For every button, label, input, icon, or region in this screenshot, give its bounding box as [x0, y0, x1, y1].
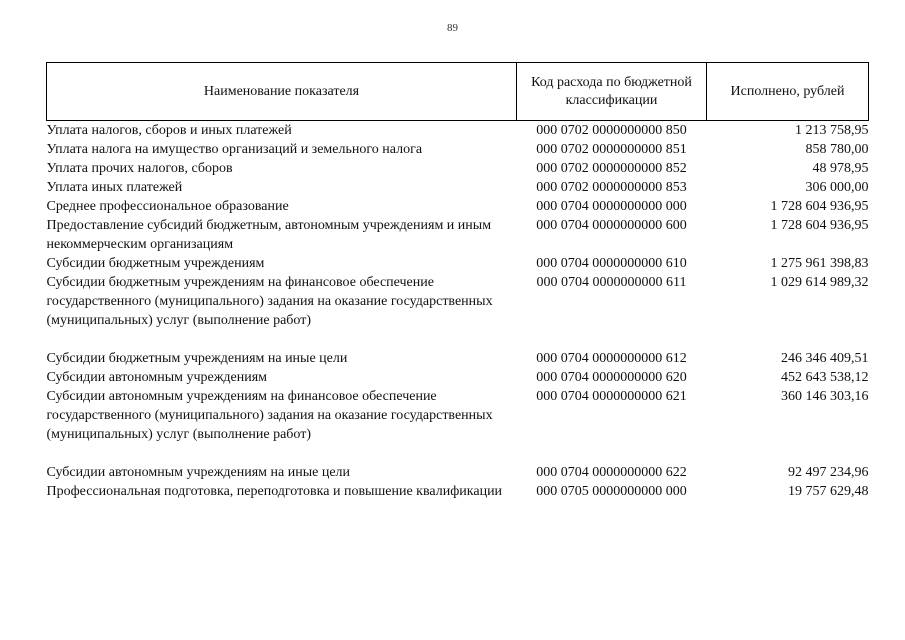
- table-row: [47, 254, 869, 273]
- table-row: [47, 178, 869, 197]
- table-row: [47, 387, 869, 444]
- row-code: 000 0704 0000000000 620: [536, 370, 687, 385]
- row-name: Субсидии автономным учреждениям на финансовое обеспечение государственного (муниципального) задания на оказание государственных (муниципальных) услуг (выполнение работ): [46, 389, 493, 442]
- row-amount: 92 497 234,96: [788, 465, 869, 480]
- table-row: [47, 121, 869, 141]
- row-code: 000 0702 0000000000 851: [536, 142, 687, 157]
- row-code: 000 0702 0000000000 853: [536, 180, 687, 195]
- row-amount: 19 757 629,48: [788, 484, 869, 499]
- column-header-amount: Исполнено, рублей: [707, 63, 869, 121]
- page-number: 89: [447, 22, 458, 34]
- row-name: Субсидии бюджетным учреждениям на финансовое обеспечение государственного (муниципального) задания на оказание государственных (муниципальных) услуг (выполнение работ): [46, 275, 493, 328]
- table-row: [47, 482, 869, 501]
- row-amount: 1 728 604 936,95: [770, 218, 869, 233]
- table-header-row: [47, 63, 869, 121]
- row-amount: 48 978,95: [812, 161, 869, 176]
- column-header-code: Код расхода по бюджетной классификации: [517, 63, 707, 121]
- row-amount: 1 029 614 989,32: [770, 275, 869, 290]
- table-row: [47, 140, 869, 159]
- row-code: 000 0704 0000000000 000: [536, 199, 687, 214]
- row-name: Субсидии автономным учреждениям на иные цели: [46, 465, 351, 480]
- row-amount: 360 146 303,16: [781, 389, 869, 404]
- spacer-row: [47, 444, 869, 463]
- row-name: Субсидии автономным учреждениям: [46, 370, 268, 385]
- spacer-row: [47, 330, 869, 349]
- row-code: 000 0702 0000000000 850: [536, 123, 687, 138]
- row-code: 000 0704 0000000000 612: [536, 351, 687, 366]
- row-amount: 1 213 758,95: [795, 123, 869, 138]
- row-amount: 246 346 409,51: [781, 351, 869, 366]
- table-row: [47, 159, 869, 178]
- row-amount: 1 275 961 398,83: [770, 256, 869, 271]
- row-name: Уплата налога на имущество организаций и земельного налога: [46, 142, 423, 157]
- table-row: [47, 216, 869, 254]
- table-row: [47, 368, 869, 387]
- row-amount: 452 643 538,12: [781, 370, 869, 385]
- column-header-name: Наименование показателя: [47, 63, 517, 121]
- row-name: Уплата иных платежей: [46, 180, 183, 195]
- expenditure-table: [46, 62, 869, 501]
- table-row: [47, 197, 869, 216]
- row-code: 000 0705 0000000000 000: [536, 484, 687, 499]
- row-name: Предоставление субсидий бюджетным, автономным учреждениям и иным некоммерческим организациям: [46, 218, 492, 252]
- row-code: 000 0704 0000000000 600: [536, 218, 687, 233]
- row-name: Уплата налогов, сборов и иных платежей: [46, 123, 292, 138]
- row-name: Среднее профессиональное образование: [46, 199, 289, 214]
- row-amount: 306 000,00: [805, 180, 869, 195]
- table-row: [47, 349, 869, 368]
- row-name: Уплата прочих налогов, сборов: [46, 161, 233, 176]
- row-name: Профессиональная подготовка, переподготовка и повышение квалификации: [46, 484, 503, 499]
- table-row: [47, 463, 869, 482]
- row-code: 000 0704 0000000000 610: [536, 256, 687, 271]
- row-name: Субсидии бюджетным учреждениям: [46, 256, 265, 271]
- row-code: 000 0704 0000000000 611: [536, 275, 687, 290]
- row-code: 000 0702 0000000000 852: [536, 161, 687, 176]
- table-row: [47, 273, 869, 330]
- row-code: 000 0704 0000000000 621: [536, 389, 687, 404]
- row-name: Субсидии бюджетным учреждениям на иные цели: [46, 351, 348, 366]
- row-amount: 858 780,00: [805, 142, 869, 157]
- row-code: 000 0704 0000000000 622: [536, 465, 687, 480]
- row-amount: 1 728 604 936,95: [770, 199, 869, 214]
